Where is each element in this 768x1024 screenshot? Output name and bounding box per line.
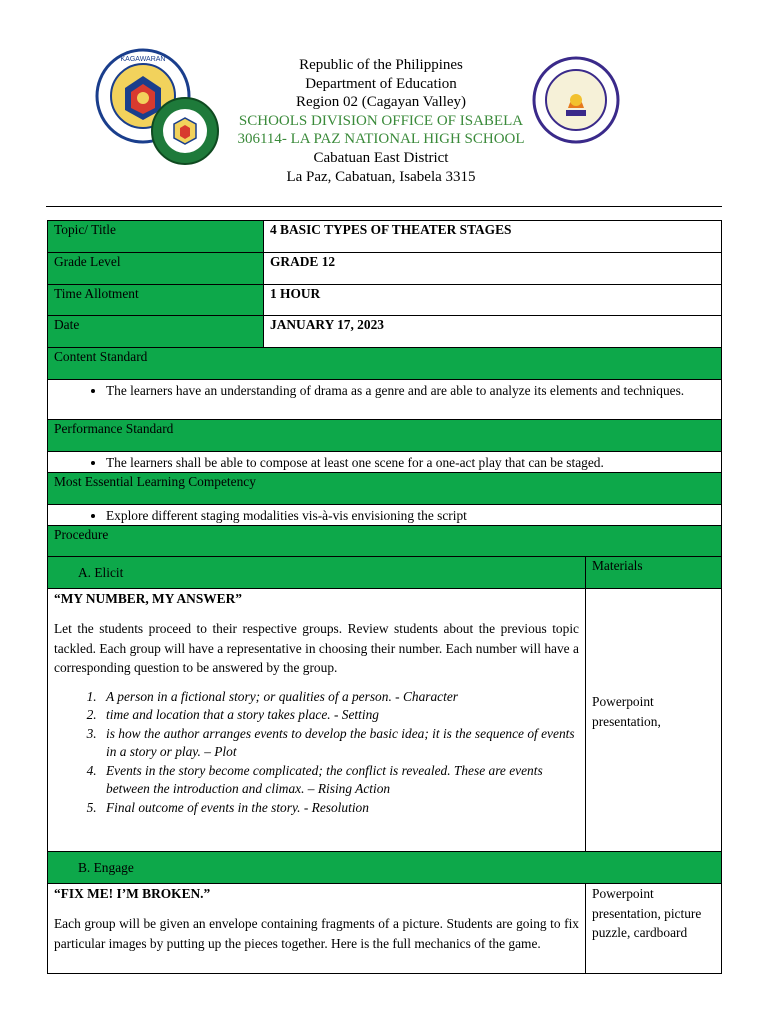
- melc-header-row: [48, 473, 722, 505]
- melc-item: • Explore different staging modalities vis-à-vis envisioning the script: [106, 507, 715, 524]
- performance-standard-label: Performance Standard: [48, 420, 722, 452]
- procedure-header-row: [48, 526, 722, 557]
- grade-value: GRADE 12: [264, 253, 722, 285]
- elicit-title: “MY NUMBER, MY ANSWER”: [54, 591, 242, 606]
- procedure-label: Procedure: [48, 526, 722, 557]
- list-item: 3. is how the author arranges events to develop the basic idea; it is the sequence of events in a story or play. – Plot: [100, 725, 579, 762]
- date-label: Date: [48, 316, 264, 348]
- header-school: 306114- LA PAZ NATIONAL HIGH SCHOOL: [237, 131, 525, 148]
- melc-label: Most Essential Learning Competency: [48, 473, 722, 505]
- engage-paragraph: Each group will be given an envelope containing fragments of a picture. Students are going to fix particular images by putting up the pieces together. Here is the full mechanics of the game.: [54, 916, 579, 951]
- performance-standard-row: [48, 452, 722, 473]
- topic-label: Topic/ Title: [48, 221, 264, 253]
- grade-label: Grade Level: [48, 253, 264, 285]
- performance-standard-header-row: [48, 420, 722, 452]
- elicit-content-row: [48, 589, 722, 852]
- content-standard-row: [48, 380, 722, 420]
- header-text-block: [200, 56, 562, 186]
- header-republic: Republic of the Philippines: [299, 57, 463, 73]
- elicit-label: A. Elicit: [48, 557, 586, 589]
- date-value: JANUARY 17, 2023: [264, 316, 722, 348]
- performance-standard-item: • The learners shall be able to compose at least one scene for a one-act play that can be staged.: [106, 454, 715, 471]
- time-label: Time Allotment: [48, 285, 264, 316]
- list-item: 5. Final outcome of events in the story. - Resolution: [100, 799, 579, 818]
- lesson-plan-table: [47, 220, 722, 974]
- materials-label: Materials: [586, 557, 722, 589]
- content-standard-label: Content Standard: [48, 348, 722, 380]
- elicit-header-row: [48, 557, 722, 589]
- header-region: Region 02 (Cagayan Valley): [295, 94, 467, 111]
- header-district: Cabatuan East District: [313, 149, 449, 166]
- elicit-question-list: [54, 688, 579, 818]
- list-item: 2. time and location that a story takes place. - Setting: [100, 706, 579, 725]
- engage-label: B. Engage: [48, 852, 722, 884]
- list-item: 1. A person in a fictional story; or qualities of a person. - Character: [100, 688, 579, 707]
- elicit-materials: Powerpoint presentation,: [586, 589, 722, 852]
- engage-header-row: [48, 852, 722, 884]
- content-standard-item: • The learners have an understanding of drama as a genre and are able to analyze its elements and techniques.: [106, 382, 715, 399]
- engage-materials: Powerpoint presentation, picture puzzle, cardboard: [586, 884, 722, 974]
- date-row: [48, 316, 722, 348]
- engage-content-row: [48, 884, 722, 974]
- time-row: [48, 285, 722, 316]
- content-standard-header-row: [48, 348, 722, 380]
- melc-row: [48, 505, 722, 526]
- header-division: SCHOOLS DIVISION OFFICE OF ISABELA: [238, 112, 524, 129]
- list-item: 4. Events in the story become complicated; the conflict is revealed. These are events between the introduction and climax. – Rising Action: [100, 762, 579, 799]
- document-header: [0, 0, 768, 210]
- grade-row: [48, 253, 722, 285]
- engage-title: “FIX ME! I’M BROKEN.”: [54, 886, 211, 901]
- elicit-paragraph: Let the students proceed to their respective groups. Review students about the previous topic tackled. Each group will have a representative in choosing their number. Each number will have a corresponding question to be answered by the group.: [54, 621, 579, 675]
- header-divider: [46, 206, 722, 207]
- header-department: Department of Education: [305, 75, 457, 92]
- header-address: La Paz, Cabatuan, Isabela 3315: [286, 168, 476, 185]
- svg-text:KAGAWARAN: KAGAWARAN: [120, 56, 166, 63]
- time-value: 1 HOUR: [264, 285, 722, 316]
- topic-value: 4 BASIC TYPES OF THEATER STAGES: [264, 221, 722, 253]
- topic-row: [48, 221, 722, 253]
